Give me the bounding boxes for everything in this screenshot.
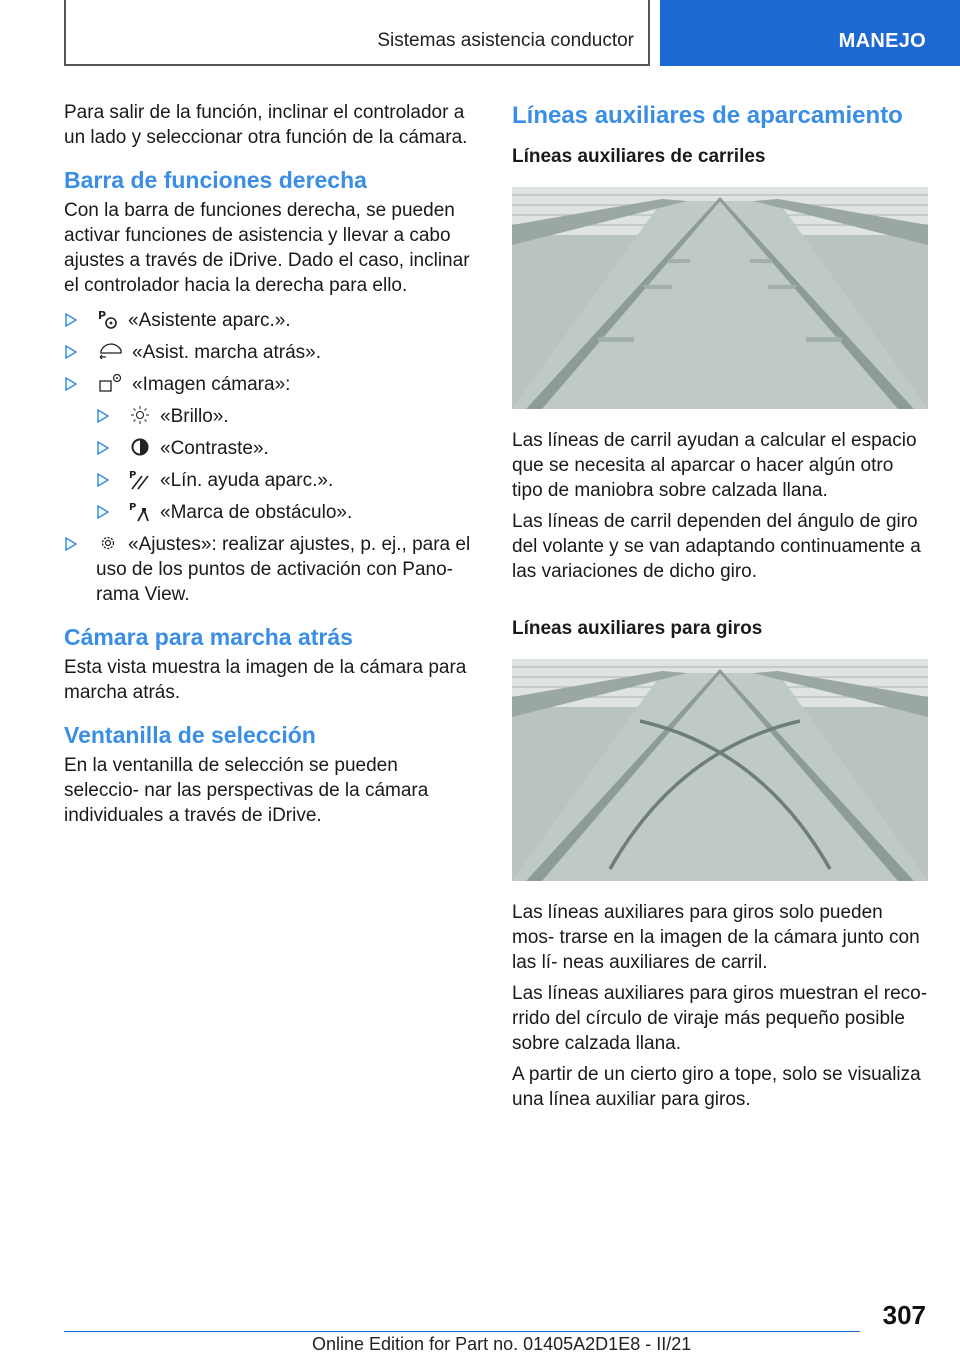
triangle-bullet-icon bbox=[64, 537, 78, 551]
list-item bbox=[64, 340, 476, 365]
parking-lines-icon bbox=[128, 468, 152, 490]
item-label: «Ajustes»: realizar ajustes, p. ej., para el uso de los puntos de activación con Pano- rama View. bbox=[96, 534, 471, 605]
svg-text:P: P bbox=[129, 470, 137, 481]
parking-assistant-icon bbox=[96, 308, 120, 330]
function-list bbox=[64, 308, 476, 607]
intro-paragraph: Para salir de la función, inclinar el controlador a un lado y seleccionar otra función de la cámara. bbox=[64, 102, 468, 148]
footer-divider bbox=[64, 1331, 860, 1332]
triangle-bullet-icon bbox=[64, 377, 78, 391]
ventanilla-paragraph: En la ventanilla de selección se pueden seleccio- nar las perspectivas de la cámara individuales a través de iDrive. bbox=[64, 755, 429, 826]
left-column bbox=[64, 100, 476, 834]
carriles-paragraph-2: Las líneas de carril dependen del ángulo de giro del volante y se van adaptando continuamente a las variaciones de dicho giro. bbox=[512, 511, 921, 582]
giros-paragraph-1: Las líneas auxiliares para giros solo pueden mos- trarse en la imagen de la cámara junto con las lí- neas auxiliares de carril. bbox=[512, 902, 920, 973]
header-chapter-label: MANEJO bbox=[838, 30, 926, 52]
item-label: «Brillo». bbox=[160, 406, 229, 427]
carriles-subheading: Líneas auxiliares de carriles bbox=[512, 146, 766, 167]
item-label: «Marca de obstáculo». bbox=[160, 502, 353, 523]
triangle-bullet-icon bbox=[96, 505, 110, 519]
settings-gear-icon bbox=[96, 532, 120, 554]
item-label: «Contraste». bbox=[160, 438, 269, 459]
triangle-bullet-icon bbox=[64, 313, 78, 327]
triangle-bullet-icon bbox=[96, 409, 110, 423]
giros-paragraph-3: A partir de un cierto giro a tope, solo se visualiza una línea auxiliar para giros. bbox=[512, 1064, 921, 1110]
carriles-paragraph-1: Las líneas de carril ayudan a calcular el espacio que se necesita al aparcar o hacer algún otro tipo de maniobra sobre calzada llana. bbox=[512, 430, 917, 501]
camera-image-icon bbox=[96, 372, 124, 394]
turning-lines-illustration bbox=[512, 659, 928, 881]
list-item bbox=[64, 372, 476, 397]
header-chapter-tab[interactable] bbox=[660, 0, 960, 66]
list-item bbox=[64, 308, 476, 333]
triangle-bullet-icon bbox=[96, 441, 110, 455]
item-label: «Asistente aparc.». bbox=[128, 310, 291, 331]
list-item bbox=[64, 468, 476, 493]
item-label: «Asist. marcha atrás». bbox=[132, 342, 322, 363]
list-item bbox=[64, 404, 476, 429]
list-item bbox=[64, 532, 476, 607]
barra-paragraph: Con la barra de funciones derecha, se pueden activar funciones de asistencia y llevar a cabo ajustes a través de iDrive. Dado el caso, inclinar el controlador hacia la derecha para ello. bbox=[64, 200, 470, 296]
reverse-assistant-icon bbox=[96, 340, 124, 362]
item-label: «Lín. ayuda aparc.». bbox=[160, 470, 334, 491]
svg-text:P: P bbox=[98, 309, 107, 322]
aparcamiento-heading: Líneas auxiliares de aparcamiento bbox=[512, 102, 903, 129]
contrast-icon bbox=[128, 436, 152, 458]
lane-lines-illustration bbox=[512, 187, 928, 409]
page-number: 307 bbox=[882, 1300, 926, 1330]
header-section-title: Sistemas asistencia conductor bbox=[377, 30, 634, 51]
list-item bbox=[64, 500, 476, 525]
svg-text:P: P bbox=[129, 502, 137, 513]
list-item bbox=[64, 436, 476, 461]
barra-heading: Barra de funciones derecha bbox=[64, 167, 367, 193]
giros-subheading: Líneas auxiliares para giros bbox=[512, 618, 763, 639]
triangle-bullet-icon bbox=[64, 345, 78, 359]
header-section-box bbox=[64, 0, 650, 66]
footer-edition-text: Online Edition for Part no. 01405A2D1E8 - II/21 bbox=[312, 1334, 692, 1354]
giros-paragraph-2: Las líneas auxiliares para giros muestran el reco- rrido del círculo de viraje más pequeño posible sobre calzada llana. bbox=[512, 983, 928, 1054]
item-label: «Imagen cámara»: bbox=[132, 374, 291, 395]
camara-paragraph: Esta vista muestra la imagen de la cámara para marcha atrás. bbox=[64, 657, 467, 703]
brightness-icon bbox=[128, 404, 152, 426]
right-column bbox=[512, 100, 928, 1118]
obstacle-marking-icon bbox=[128, 500, 152, 522]
triangle-bullet-icon bbox=[96, 473, 110, 487]
camara-heading: Cámara para marcha atrás bbox=[64, 624, 353, 650]
ventanilla-heading: Ventanilla de selección bbox=[64, 722, 316, 748]
